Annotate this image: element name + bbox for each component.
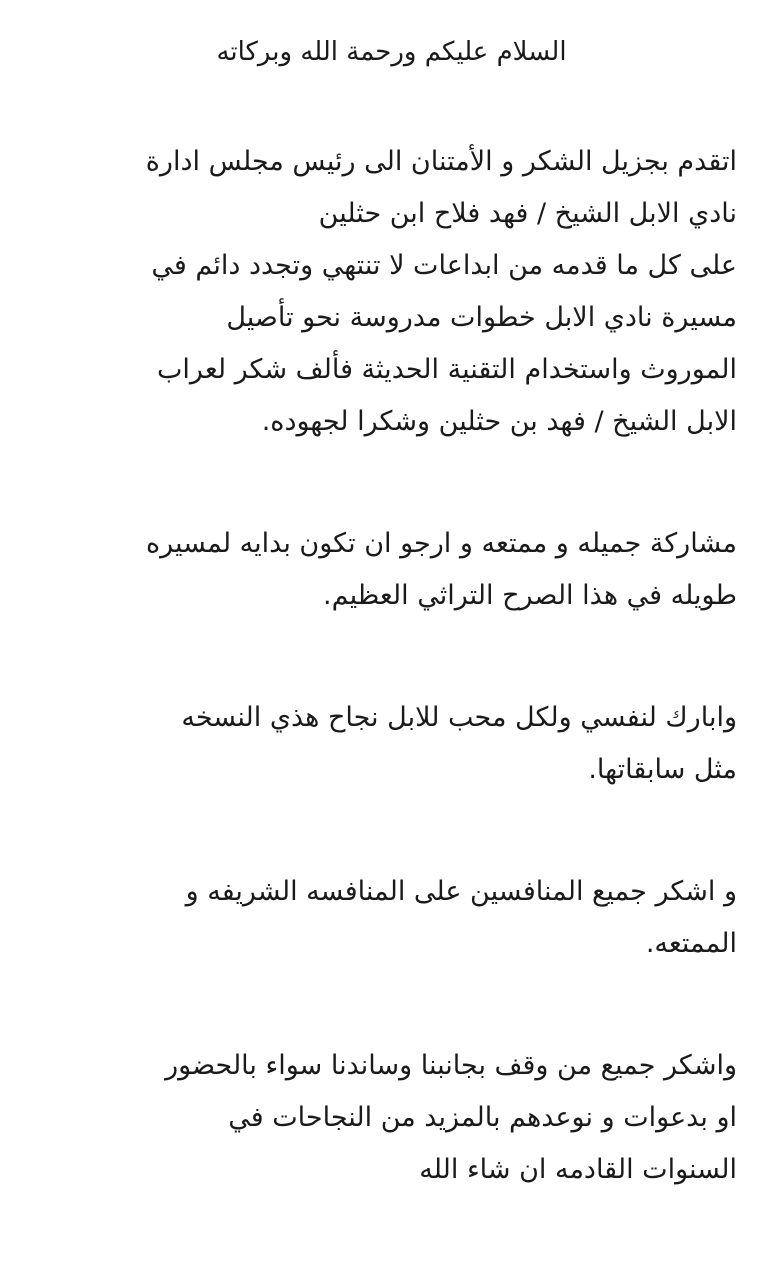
text-line: الموروث واستخدام التقنية الحديثة فألف شكر لعراب — [157, 354, 737, 385]
letter-body — [62, 136, 737, 1266]
text-line: الممتعه. — [645, 928, 737, 959]
text-line: على كل ما قدمه من ابداعات لا تنتهي وتجدد دائم في — [151, 250, 737, 281]
greeting-heading: السلام عليكم ورحمة الله وبركاته — [216, 37, 567, 67]
text-line: او بدعوات و نوعدهم بالمزيد من النجاحات في — [228, 1102, 737, 1133]
paragraph-competitors — [62, 866, 737, 970]
text-line: واشكر جميع من وقف بجانبنا وساندنا سواء بالحضور — [165, 1050, 737, 1081]
text-line: نادي الابل الشيخ / فهد فلاح ابن حثلين — [318, 198, 737, 229]
paragraph-participation — [62, 518, 737, 622]
text-line: وابارك لنفسي ولكل محب للابل نجاح هذي النسخه — [181, 702, 737, 733]
text-line: السنوات القادمه ان شاء الله — [419, 1154, 737, 1185]
paragraph-thanks-chairman — [62, 136, 737, 448]
text-line: الابل الشيخ / فهد بن حثلين وشكرا لجهوده. — [261, 406, 737, 437]
text-line: مثل سابقاتها. — [588, 754, 737, 785]
text-line: اتقدم بجزيل الشكر و الأمتنان الى رئيس مجلس ادارة — [145, 146, 737, 177]
text-line: طويله في هذا الصرح التراثي العظيم. — [323, 580, 737, 611]
paragraph-supporters — [62, 1040, 737, 1196]
text-line: و اشكر جميع المنافسين على المنافسه الشريفه و — [185, 876, 737, 907]
paragraph-congratulations — [62, 692, 737, 796]
text-line: مسيرة نادي الابل خطوات مدروسة نحو تأصيل — [226, 302, 737, 333]
text-line: مشاركة جميله و ممتعه و ارجو ان تكون بدايه لمسيره — [145, 528, 737, 559]
